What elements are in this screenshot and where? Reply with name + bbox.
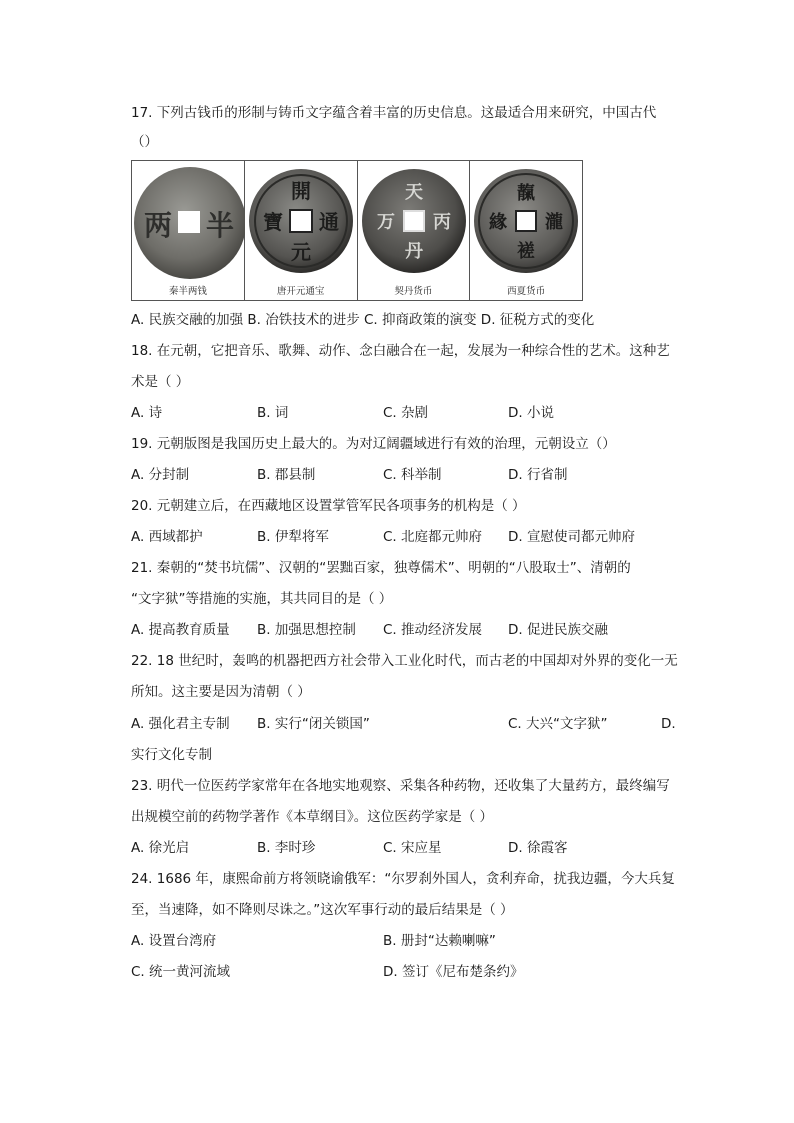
q22-stem-line1: 22. 18 世纪时，轰鸣的机器把西方社会带入工业化时代，而古老的中国却对外界的变化一无 bbox=[131, 653, 678, 669]
q18-option-d: D. 小说 bbox=[508, 405, 554, 421]
q21-stem-line2: “文字狱”等措施的实施，其共同目的是（ ） bbox=[131, 591, 393, 607]
coin-cell-khitan bbox=[358, 161, 471, 300]
q21-option-a: A. 提高教育质量 bbox=[131, 622, 230, 638]
coin-cell-tang bbox=[245, 161, 358, 300]
q19-option-a: A. 分封制 bbox=[131, 467, 190, 483]
q19-stem-line1: 19. 元朝版图是我国历史上最大的。为对辽阔疆域进行有效的治理，元朝设立（） bbox=[131, 436, 616, 452]
q24-option-b: B. 册封“达赖喇嘛” bbox=[383, 933, 496, 949]
q22-option-b: B. 实行“闭关锁国” bbox=[257, 716, 370, 732]
q24-option-a: A. 设置台湾府 bbox=[131, 933, 217, 949]
q22-option-d-text: 实行文化专制 bbox=[131, 747, 212, 763]
coin-image-table bbox=[131, 160, 583, 301]
tang-coin-image bbox=[245, 161, 358, 302]
xixia-coin-char-left: 緣 bbox=[489, 212, 508, 233]
q24-option-d: D. 签订《尼布楚条约》 bbox=[383, 964, 524, 980]
q17-stem-line1: 17. 下列古钱币的形制与铸币文字蕴含着丰富的历史信息。这最适合用来研究，中国古代 bbox=[131, 105, 657, 121]
q19-option-b: B. 郡县制 bbox=[257, 467, 316, 483]
q17-options: A. 民族交融的加强 B. 冶铁技术的进步 C. 抑商政策的演变 D. 征税方式的变化 bbox=[131, 312, 595, 328]
q21-option-b: B. 加强思想控制 bbox=[257, 622, 356, 638]
q20-option-c: C. 北庭都元帅府 bbox=[383, 529, 483, 545]
q19-option-c: C. 科举制 bbox=[383, 467, 442, 483]
tang-coin-char-right: 通 bbox=[318, 210, 339, 234]
xixia-coin-char-right: 瀧 bbox=[545, 212, 564, 233]
caption-qin: 秦半两钱 bbox=[168, 286, 207, 297]
q23-option-b: B. 李时珍 bbox=[257, 840, 316, 856]
q19-option-d: D. 行省制 bbox=[508, 467, 568, 483]
q18-option-a: A. 诗 bbox=[131, 405, 163, 421]
tang-coin-char-top: 開 bbox=[290, 179, 311, 203]
q17-stem-line2: （） bbox=[131, 134, 158, 150]
q23-stem-line2: 出规模空前的药物学著作《本草纲目》。这位医药学家是（ ） bbox=[131, 809, 494, 825]
tang-coin-char-left: 寶 bbox=[262, 210, 283, 234]
qin-coin-char-ban: 半 bbox=[205, 209, 235, 242]
q22-option-c: C. 大兴“文字狱” bbox=[508, 716, 608, 732]
q21-option-c: C. 推动经济发展 bbox=[383, 622, 483, 638]
khitan-coin-char-top: 天 bbox=[404, 182, 423, 203]
qin-coin-image bbox=[132, 161, 245, 302]
tang-coin-char-bottom: 元 bbox=[290, 240, 311, 264]
q24-stem-line2: 至，当速降，如不降则尽诛之。”这次军事行动的最后结果是（ ） bbox=[131, 902, 514, 918]
xixia-coin-char-bottom: 褨 bbox=[517, 241, 536, 262]
q24-option-c: C. 统一黄河流域 bbox=[131, 964, 231, 980]
q18-stem-line2: 术是（ ） bbox=[131, 374, 190, 390]
caption-xixia: 西夏货币 bbox=[507, 286, 546, 297]
q20-option-b: B. 伊犁将军 bbox=[257, 529, 329, 545]
q18-option-b: B. 词 bbox=[257, 405, 289, 421]
khitan-coin-char-right: 丙 bbox=[432, 212, 451, 233]
q22-option-a: A. 强化君主专制 bbox=[131, 716, 230, 732]
q23-stem-line1: 23. 明代一位医药学家常年在各地实地观察、采集各种药物，还收集了大量药方，最终编写 bbox=[131, 778, 670, 794]
q23-option-a: A. 徐光启 bbox=[131, 840, 190, 856]
q20-option-d: D. 宣慰使司都元帅府 bbox=[508, 529, 635, 545]
xixia-coin-image bbox=[470, 161, 583, 302]
q22-stem-line2: 所知。这主要是因为清朝（ ） bbox=[131, 684, 311, 700]
qin-coin-char-liang: 两 bbox=[143, 209, 173, 242]
coin-cell-xixia bbox=[470, 161, 582, 300]
q23-option-c: C. 宋应星 bbox=[383, 840, 442, 856]
q18-option-c: C. 杂剧 bbox=[383, 405, 429, 421]
q21-option-d: D. 促进民族交融 bbox=[508, 622, 608, 638]
q20-stem-line1: 20. 元朝建立后，在西藏地区设置掌管军民各项事务的机构是（ ） bbox=[131, 498, 526, 514]
q24-stem-line1: 24. 1686 年，康熙命前方将领晓谕俄军：“尔罗刹外国人，贪利弃命，扰我边疆，今大兵复 bbox=[131, 871, 675, 887]
xixia-coin-char-top: 靝 bbox=[517, 183, 536, 204]
khitan-coin-image bbox=[358, 161, 471, 302]
caption-tang: 唐开元通宝 bbox=[276, 286, 325, 297]
q22-option-d: D. bbox=[661, 716, 676, 732]
q21-stem-line1: 21. 秦朝的“焚书坑儒”、汉朝的“罢黜百家，独尊儒术”、明朝的“八股取士”、清朝的 bbox=[131, 560, 631, 576]
q23-option-d: D. 徐霞客 bbox=[508, 840, 568, 856]
khitan-coin-char-left: 万 bbox=[376, 212, 395, 233]
coin-cell-qin bbox=[132, 161, 245, 300]
q20-option-a: A. 西域都护 bbox=[131, 529, 203, 545]
khitan-coin-char-bottom: 丹 bbox=[404, 241, 423, 262]
caption-khitan: 契丹货币 bbox=[394, 286, 433, 297]
q18-stem-line1: 18. 在元朝，它把音乐、歌舞、动作、念白融合在一起，发展为一种综合性的艺术。这种艺 bbox=[131, 343, 670, 359]
